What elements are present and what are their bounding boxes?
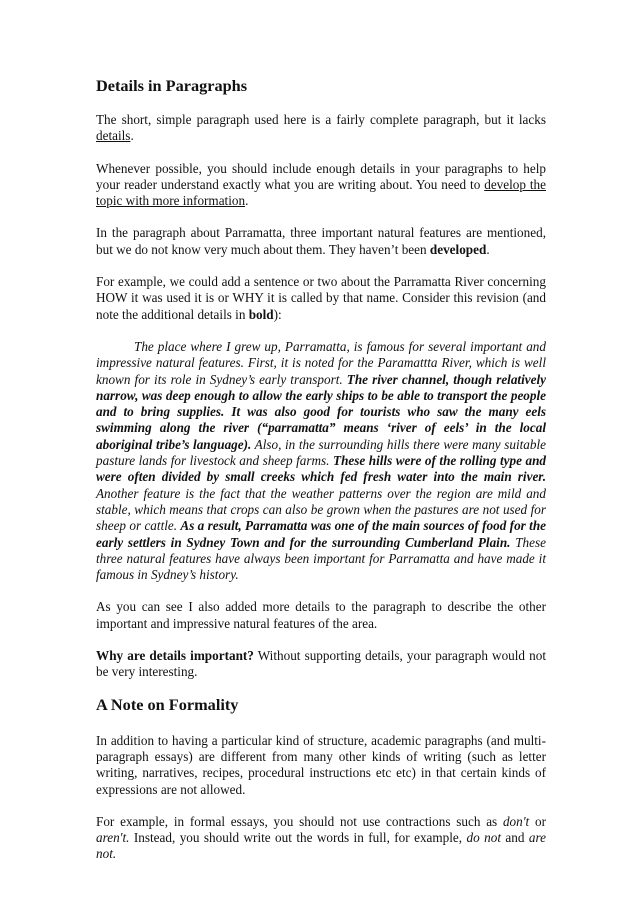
example-revision-paragraph	[96, 339, 546, 583]
bold-text: bold	[248, 306, 274, 322]
text-run: .	[245, 193, 249, 209]
italic-text: don't	[502, 813, 530, 829]
bold-text: developed	[429, 241, 487, 257]
heading-note-on-formality: A Note on Formality	[96, 694, 239, 714]
text-run: For example, in formal essays, you should not use contractions such as	[96, 813, 503, 829]
text-run: Also, in the surrounding hills there were many suitable pasture lands for livestock and sheep farms.	[96, 436, 546, 469]
paragraph-for-example	[96, 274, 546, 323]
text-run: and	[501, 830, 529, 846]
text-run: Without supporting details, your paragraph would not be very interesting.	[96, 648, 546, 680]
text-run: The short, simple paragraph used here is a fairly complete paragraph, but it lacks	[96, 112, 546, 127]
paragraph-include-details	[96, 161, 546, 210]
text-run: .	[130, 128, 134, 144]
paragraph-lacks-details	[96, 112, 546, 145]
bold-text: These hills were of the rolling type and were often divided by small creeks which fed fresh water into the main river.	[96, 453, 546, 485]
italic-text: are not.	[96, 830, 547, 862]
text-run: For example, we could add a sentence or two about the Parramatta River concerning HOW it was used it is or WHY it is called by that name. Consider this revision (and note the additional details in	[96, 274, 546, 322]
text-run: In the paragraph about Parramatta, three important natural features are mentioned, but we do not know very much about them. They haven’t been	[96, 225, 546, 257]
bold-text: As a result, Parramatta was one of the main sources of food for the early settlers in Sydney Town and for the surrounding Cumberland Plain.	[96, 518, 547, 550]
text-run: These three natural features have always been important for Parramatta and have made it famous in Sydney’s history.	[96, 534, 546, 583]
heading-details-in-paragraphs: Details in Paragraphs	[96, 76, 248, 95]
text-run: The place where I grew up, Parramatta, is famous for several important and impressive natural features. First, it is noted for the Paramattta River, which is well known for its role in Sydney’s early transport.	[96, 338, 546, 387]
italic-text: do not	[466, 830, 501, 846]
text-run: Instead, you should write out the words in full, for example,	[129, 830, 467, 846]
paragraph-academic-structure: In addition to having a particular kind of structure, academic paragraphs (and multi-paragraph essays) are different from many other kinds of writing (such as letter writing, narratives, recipes, procedural instructions etc etc) in that certain kinds of expressions are not allowed.	[96, 732, 546, 797]
document-page	[96, 76, 546, 879]
paragraph-parramatta-features	[96, 225, 546, 258]
italic-text: aren't.	[96, 830, 130, 846]
text-run: Whenever possible, you should include enough details in your paragraphs to help your reader understand exactly what you are writing about. You need to	[96, 160, 546, 192]
text-run: ):	[273, 306, 282, 322]
text-run: Another feature is the fact that the weather patterns over the region are mild and stable, which means that crops can also be grown when the pastures are not used for sheep or cattle.	[96, 485, 546, 534]
paragraph-why-details	[96, 648, 546, 681]
text-run: or	[529, 813, 546, 829]
underlined-text: details	[96, 128, 131, 144]
bold-text: The river channel, though relatively narrow, was deep enough to allow the early ships to be able to transport the people and to bring supplies. It was also good for tourists who saw the many eels swimming along the river (“parramatta” means ‘river of eels’ in the local aboriginal tribe’s language).	[96, 371, 546, 452]
paragraph-added-details: As you can see I also added more details to the paragraph to describe the other important and impressive natural features of the area.	[96, 599, 546, 631]
bold-text: Why are details important?	[96, 648, 254, 664]
underlined-text: develop the topic with more information	[96, 176, 547, 209]
text-run: .	[486, 241, 490, 257]
paragraph-contractions	[96, 814, 546, 863]
